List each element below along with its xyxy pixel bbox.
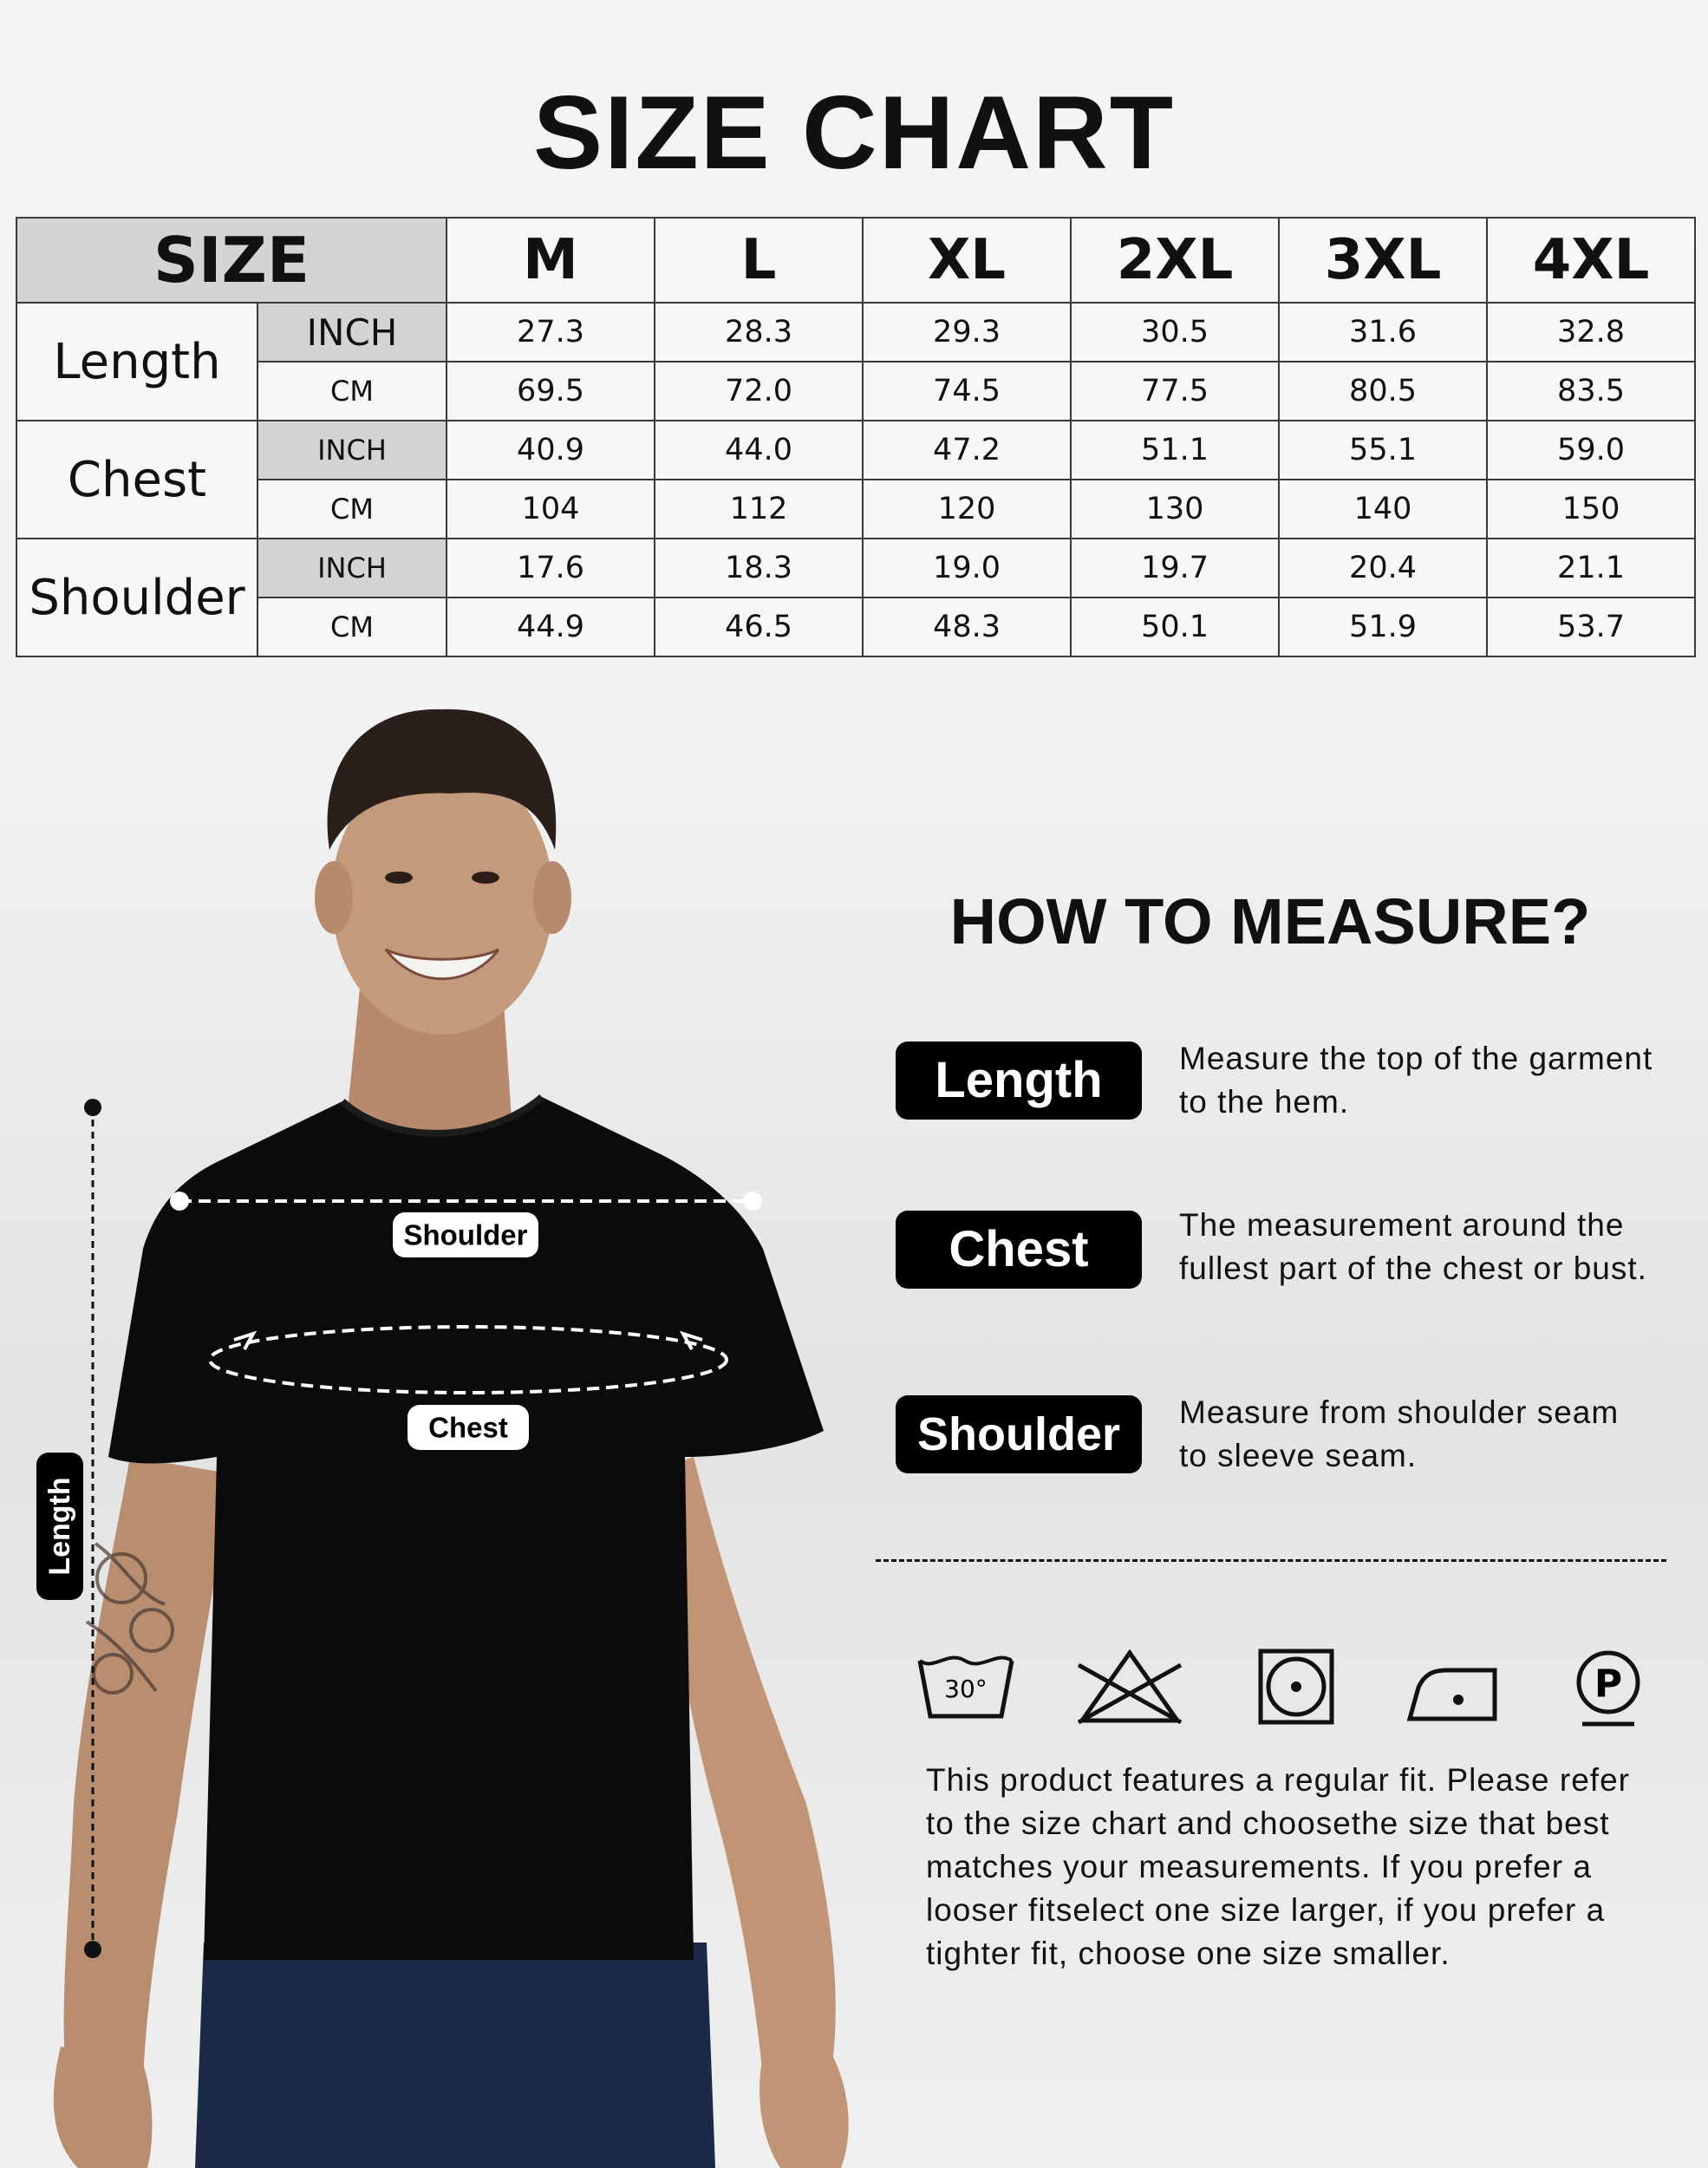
size-table — [16, 217, 1696, 657]
table-row — [16, 539, 1695, 598]
length-top-dot — [84, 1099, 101, 1116]
table-cell: 27.3 — [447, 303, 655, 362]
table-cell: 83.5 — [1487, 362, 1695, 421]
table-cell: 32.8 — [1487, 303, 1695, 362]
shoulder-left-dot — [170, 1192, 189, 1211]
table-row — [16, 421, 1695, 480]
table-cell: 19.7 — [1071, 539, 1279, 598]
table-cell: 69.5 — [447, 362, 655, 421]
table-cell: 18.3 — [655, 539, 863, 598]
page-title: SIZE CHART — [533, 75, 1175, 191]
shoulder-guide-label: Shoulder — [403, 1218, 528, 1251]
length-description — [1179, 1037, 1682, 1124]
table-cell: 72.0 — [655, 362, 863, 421]
size-header: SIZE — [16, 218, 447, 303]
size-col-xl: XL — [863, 218, 1071, 303]
table-cell: 51.9 — [1279, 598, 1487, 656]
table-cell: 47.2 — [863, 421, 1071, 480]
measure-label-chest: Chest — [16, 421, 258, 539]
length-guide-label: Length — [43, 1477, 76, 1576]
table-cell: 50.1 — [1071, 598, 1279, 656]
shoulder-pill: Shoulder — [896, 1395, 1142, 1473]
table-cell: 130 — [1071, 480, 1279, 539]
fit-note-line: tighter fit, choose one size smaller. — [926, 1936, 1450, 1971]
shoulder-description — [1179, 1391, 1682, 1478]
table-cell: 44.9 — [447, 598, 655, 656]
chest-pill: Chest — [896, 1211, 1142, 1289]
wash-temp-label: 30° — [944, 1675, 988, 1703]
unit-cm: CM — [258, 598, 447, 656]
table-cell: 20.4 — [1279, 539, 1487, 598]
table-row — [16, 598, 1695, 656]
table-cell: 28.3 — [655, 303, 863, 362]
iron-low-icon — [1405, 1658, 1502, 1726]
table-cell: 17.6 — [447, 539, 655, 598]
table-row — [16, 362, 1695, 421]
fit-note-line: looser fitselect one size larger, if you prefer a — [926, 1892, 1606, 1928]
fit-note-line: to the size chart and choosethe size that best — [926, 1806, 1610, 1841]
unit-inch: INCH — [258, 539, 447, 598]
table-cell: 30.5 — [1071, 303, 1279, 362]
table-cell: 29.3 — [863, 303, 1071, 362]
unit-inch: INCH — [258, 421, 447, 480]
table-cell: 112 — [655, 480, 863, 539]
table-cell: 46.5 — [655, 598, 863, 656]
table-cell: 74.5 — [863, 362, 1071, 421]
shoulder-description-line: Measure from shoulder seam — [1179, 1394, 1620, 1430]
dryclean-letter: P — [1594, 1662, 1623, 1707]
size-col-l: L — [655, 218, 863, 303]
size-col-4xl: 4XL — [1487, 218, 1695, 303]
unit-cm: CM — [258, 480, 447, 539]
table-cell: 104 — [447, 480, 655, 539]
table-cell: 53.7 — [1487, 598, 1695, 656]
table-cell: 59.0 — [1487, 421, 1695, 480]
table-cell: 44.0 — [655, 421, 863, 480]
chest-description-line: fullest part of the chest or bust. — [1179, 1251, 1647, 1286]
table-cell: 140 — [1279, 480, 1487, 539]
table-cell: 48.3 — [863, 598, 1071, 656]
size-col-m: M — [447, 218, 655, 303]
fit-note-line: This product features a regular fit. Please refer — [926, 1762, 1630, 1798]
fit-note-line: matches your measurements. If you prefer a — [926, 1849, 1592, 1884]
length-pill: Length — [896, 1042, 1142, 1120]
size-col-3xl: 3XL — [1279, 218, 1487, 303]
unit-inch: INCH — [258, 303, 447, 362]
unit-cm: CM — [258, 362, 447, 421]
table-cell: 120 — [863, 480, 1071, 539]
table-cell: 55.1 — [1279, 421, 1487, 480]
section-divider — [876, 1559, 1666, 1562]
length-bottom-dot — [84, 1941, 101, 1958]
table-cell: 19.0 — [863, 539, 1071, 598]
length-description-line: to the hem. — [1179, 1084, 1350, 1120]
model-photo — [0, 685, 867, 2168]
dry-clean-p-icon — [1574, 1648, 1643, 1730]
do-not-bleach-icon — [1075, 1648, 1184, 1726]
wash-30-icon — [915, 1643, 1019, 1730]
tumble-dry-low-icon — [1257, 1648, 1335, 1726]
shoulder-right-dot — [743, 1192, 762, 1211]
table-cell: 51.1 — [1071, 421, 1279, 480]
how-to-heading: HOW TO MEASURE? — [949, 885, 1591, 957]
length-description-line: Measure the top of the garment — [1179, 1041, 1653, 1076]
table-row — [16, 303, 1695, 362]
size-col-2xl: 2XL — [1071, 218, 1279, 303]
table-cell: 80.5 — [1279, 362, 1487, 421]
fit-note — [926, 1759, 1672, 1975]
header-row — [16, 218, 1695, 303]
chest-description — [1179, 1204, 1682, 1290]
table-cell: 40.9 — [447, 421, 655, 480]
table-cell: 77.5 — [1071, 362, 1279, 421]
table-cell: 150 — [1487, 480, 1695, 539]
measure-label-length: Length — [16, 303, 258, 421]
chest-description-line: The measurement around the — [1179, 1207, 1625, 1243]
chest-guide-label: Chest — [428, 1411, 508, 1444]
shoulder-description-line: to sleeve seam. — [1179, 1438, 1418, 1473]
table-cell: 21.1 — [1487, 539, 1695, 598]
table-cell: 31.6 — [1279, 303, 1487, 362]
measure-label-shoulder: Shoulder — [16, 539, 258, 656]
table-row — [16, 480, 1695, 539]
